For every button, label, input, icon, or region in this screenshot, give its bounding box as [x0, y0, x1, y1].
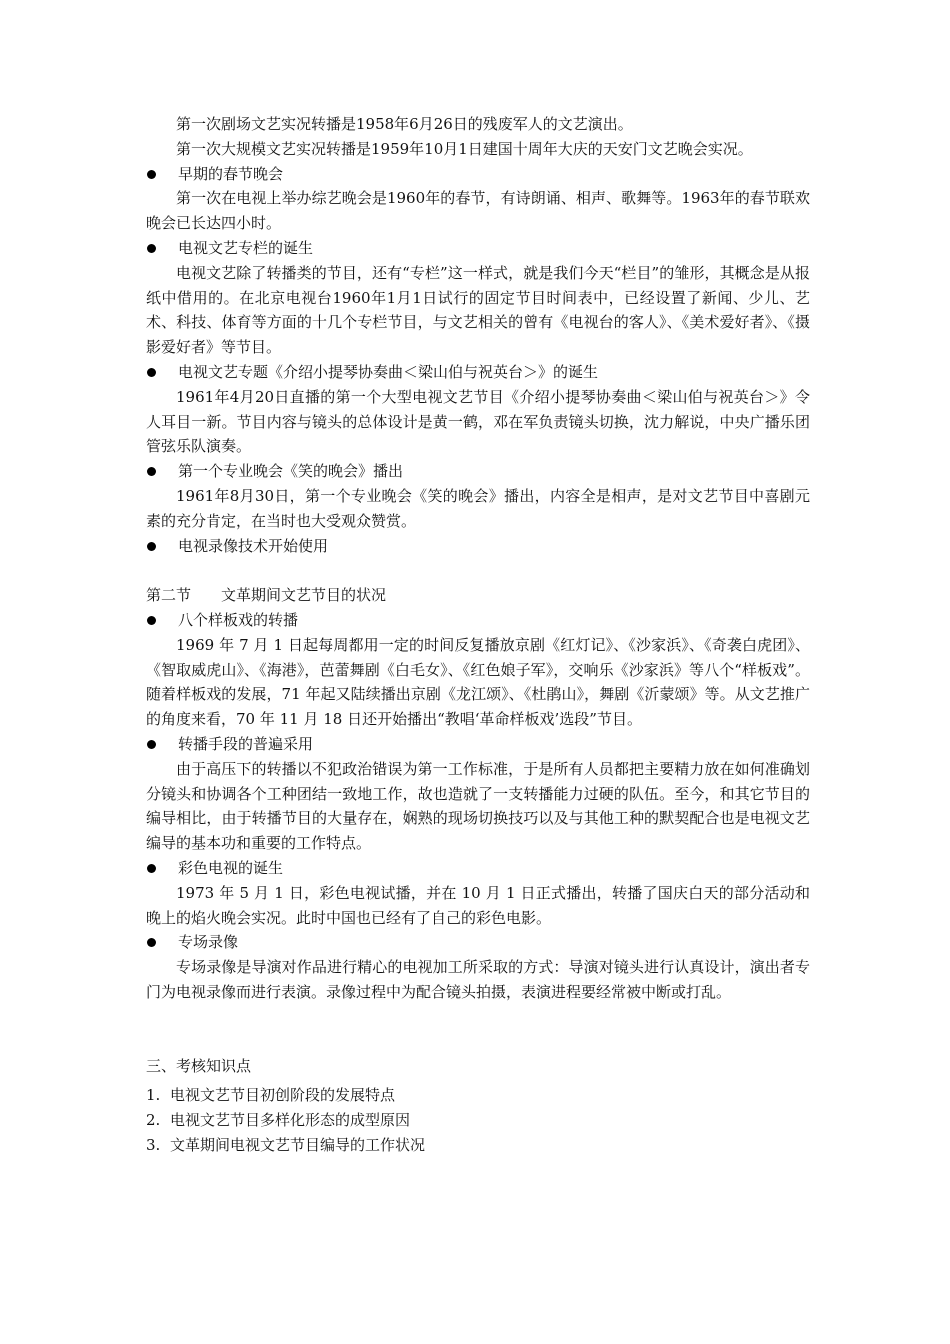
bullet-dot-icon: [147, 616, 156, 625]
bullet-laugh-gala: 第一个专业晚会《笑的晚会》播出: [146, 459, 810, 484]
bullet-dot-icon: [147, 864, 156, 873]
bullet-column-birth: 电视文艺专栏的诞生: [146, 236, 810, 261]
bullet-dot-icon: [147, 368, 156, 377]
paragraph-color-tv: 1973 年 5 月 1 日，彩色电视试播，并在 10 月 1 日正式播出，转播了国庆白天的部分活动和晚上的焰火晚会实况。此时中国也已经有了自己的彩色电影。: [146, 883, 810, 927]
paragraph-laugh-gala: 1961年8月30日，第一个专业晚会《笑的晚会》播出，内容全是相声，是对文艺节目中喜剧元素的充分肯定，在当时也大受观众赞赏。: [146, 486, 810, 530]
document-page: [146, 112, 810, 1157]
bullet-model-operas: 八个样板戏的转播: [146, 608, 810, 633]
spacer: [146, 1005, 810, 1055]
section-heading-3: 三、考核知识点: [146, 1057, 252, 1076]
bullet-dot-icon: [147, 170, 156, 179]
paragraph-column-birth: 电视文艺除了转播类的节目，还有“专栏”这一样式，就是我们今天“栏目”的雏形，其概念是从报纸中借用的。在北京电视台1960年1月1日试行的固定节目时间表中，已经设置了新闻、少儿、艺术、科技、体育等方面的十几个专栏节目，与文艺相关的曾有《电视台的客人》、《美术爱好者》、《摄影爱好者》等节目。: [146, 263, 810, 357]
bullet-dot-icon: [147, 938, 156, 947]
bullet-dot-icon: [147, 244, 156, 253]
paragraph-broadcast-methods: 由于高压下的转播以不犯政治错误为第一工作标准，于是所有人员都把主要精力放在如何准确划分镜头和协调各个工种团结一致地工作，故也造就了一支转播能力过硬的队伍。至今，和其它节目的编导相比，由于转播节目的大量存在，娴熟的现场切换技巧以及与其他工种的默契配合也是电视文艺编导的基本功和重要的工作特点。: [146, 759, 810, 853]
bullet-dot-icon: [147, 542, 156, 551]
bullet-violin-concerto: 电视文艺专题《介绍小提琴协奏曲＜梁山伯与祝英台＞》的诞生: [146, 360, 810, 385]
bullet-early-spring-gala: 早期的春节晚会: [146, 162, 810, 187]
bullet-broadcast-methods: 转播手段的普遍采用: [146, 732, 810, 757]
section-heading-2: 第二节 文革期间文艺节目的状况: [146, 586, 387, 605]
paragraph-spring-gala: 第一次在电视上举办综艺晚会是1960年的春节，有诗朗诵、相声、歌舞等。1963年的春节联欢晚会已长达四小时。: [146, 189, 810, 233]
bullet-dot-icon: [147, 740, 156, 749]
bullet-color-tv: 彩色电视的诞生: [146, 856, 810, 881]
paragraph-first-large-broadcast: 第一次大规模文艺实况转播是1959年10月1日建国十周年大庆的天安门文艺晚会实况。: [176, 139, 753, 158]
bullet-dedicated-recording: 专场录像: [146, 930, 810, 955]
paragraph-dedicated-recording: 专场录像是导演对作品进行精心的电视加工所采取的方式：导演对镜头进行认真设计，演出者专门为电视录像而进行表演。录像过程中为配合镜头拍摄，表演进程要经常被中断或打乱。: [146, 958, 810, 1001]
bullet-dot-icon: [147, 467, 156, 476]
list-item: 1. 电视文艺节目初创阶段的发展特点: [146, 1086, 396, 1105]
paragraph-model-operas: 1969 年 7 月 1 日起每周都用一定的时间反复播放京剧《红灯记》、《沙家浜》、《奇袭白虎团》、《智取威虎山》、《海港》，芭蕾舞剧《白毛女》、《红色娘子军》，交响乐《沙家浜》等八个“样板戏”。随着样板戏的发展，71 年起又陆续播出京剧《龙江颂》、《杜鹃山》，舞剧《沂蒙颂》等。从文艺推广的角度来看，70 年 11 月 18 日还开始播出“教唱‘革命样板戏’选段”节目。: [146, 635, 810, 729]
list-item: 2. 电视文艺节目多样化形态的成型原因: [146, 1110, 411, 1129]
paragraph-violin-concerto: 1961年4月20日直播的第一个大型电视文艺节目《介绍小提琴协奏曲＜梁山伯与祝英台＞》令人耳目一新。节目内容与镜头的总体设计是黄一鹤，邓在军负责镜头切换，沈力解说，中央广播乐团管弦乐队演奏。: [146, 387, 810, 456]
bullet-video-recording: 电视录像技术开始使用: [146, 534, 810, 559]
paragraph-first-theater-broadcast: 第一次剧场文艺实况转播是1958年6月26日的残废军人的文艺演出。: [176, 115, 633, 133]
list-item: 3. 文革期间电视文艺节目编导的工作状况: [146, 1135, 426, 1154]
